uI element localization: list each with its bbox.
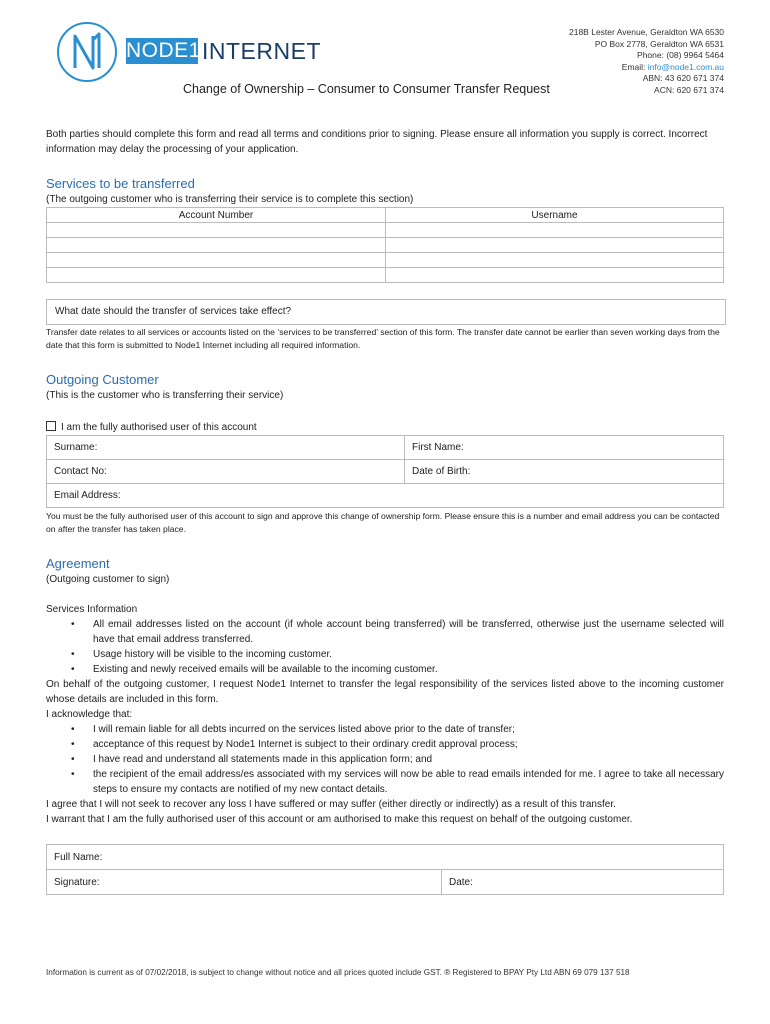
- acn: ACN: 620 671 374: [654, 84, 724, 95]
- node1-logo-icon: [55, 20, 119, 84]
- agreement-subheading: (Outgoing customer to sign): [46, 574, 170, 585]
- services-table: [46, 207, 724, 283]
- authorised-checkbox-row[interactable]: [46, 421, 257, 435]
- services-heading: Services to be transferred: [46, 176, 195, 191]
- services-info-label: Services Information: [46, 604, 138, 615]
- surname-field[interactable]: [46, 435, 405, 460]
- address-line: PO Box 2778, Geraldton WA 6531: [594, 38, 724, 49]
- list-item: • I have read and understand all statements made in this application form; and: [71, 754, 433, 765]
- username-cell[interactable]: [386, 223, 724, 238]
- transfer-date-question: What date should the transfer of services take effect?: [55, 306, 292, 317]
- transfer-date-note: Transfer date relates to all services or accounts listed on the ‘services to be transferred’ section of this form. The transfer date cannot be earlier than seven working days from the date that this form is submitted to Node1 Internet including all required information.: [46, 327, 720, 350]
- agreement-body: [46, 602, 724, 827]
- email-address-label: Email Address:: [54, 490, 121, 501]
- account-number-cell[interactable]: [47, 238, 386, 253]
- services-subheading: (The outgoing customer who is transferring their service is to complete this section): [46, 194, 414, 205]
- company-address: [569, 27, 724, 96]
- list-item: • acceptance of this request by Node1 Internet is subject to their ordinary credit approval process;: [71, 739, 518, 750]
- signature-field[interactable]: [46, 869, 442, 895]
- transfer-date-field[interactable]: [46, 299, 726, 325]
- address-line: 218B Lester Avenue, Geraldton WA 6530: [569, 27, 724, 37]
- footer-note: Information is current as of 07/02/2018, is subject to change without notice and all prices quoted include GST. ® Registered to BPAY Pty Ltd ABN 69 079 137 518: [46, 968, 630, 977]
- full-name-field[interactable]: [46, 844, 724, 870]
- authorised-checkbox-label: I am the fully authorised user of this account: [61, 422, 257, 433]
- surname-label: Surname:: [54, 442, 98, 453]
- email-line: [569, 62, 724, 74]
- address-line: Phone: (08) 9964 5464: [637, 50, 724, 60]
- services-info-list: [46, 617, 724, 677]
- col-account-number: Account Number: [47, 208, 386, 223]
- abn: ABN: 43 620 671 374: [642, 73, 724, 83]
- first-name-field[interactable]: [404, 435, 724, 460]
- date-field[interactable]: [441, 869, 724, 895]
- authorised-checkbox[interactable]: [46, 421, 56, 431]
- first-name-label: First Name:: [412, 442, 464, 453]
- list-item: • I will remain liable for all debts incurred on the services listed above prior to the date of transfer;: [71, 724, 515, 735]
- account-number-cell[interactable]: [47, 223, 386, 238]
- email-address-field[interactable]: [46, 483, 724, 508]
- email-label: Email:: [621, 61, 648, 72]
- list-item: • Usage history will be visible to the incoming customer.: [71, 649, 332, 660]
- list-item: • the recipient of the email address/es associated with my services will now be able to read emails intended for me. I agree to take all necessary steps to ensure my contacts are notified of my new contact details.: [71, 769, 724, 795]
- form-title: Change of Ownership – Consumer to Consumer Transfer Request: [183, 82, 550, 96]
- agreement-heading: Agreement: [46, 556, 110, 571]
- contact-no-field[interactable]: [46, 459, 405, 484]
- list-item: • Existing and newly received emails will be available to the incoming customer.: [71, 664, 438, 675]
- username-cell[interactable]: [386, 268, 724, 283]
- intro-text: Both parties should complete this form and read all terms and conditions prior to signing. Please ensure all information you supply is correct. Incorrect information may delay the processing of your application.: [46, 129, 708, 155]
- col-username: Username: [386, 208, 724, 223]
- brand-name-box: NODE1: [126, 39, 201, 62]
- username-cell[interactable]: [386, 238, 724, 253]
- username-cell[interactable]: [386, 253, 724, 268]
- outgoing-heading: Outgoing Customer: [46, 372, 159, 387]
- list-item: • All email addresses listed on the account (if whole account being transferred) will be transferred, otherwise just the username selected will have that email address transferred.: [71, 619, 724, 645]
- account-number-cell[interactable]: [47, 253, 386, 268]
- account-number-cell[interactable]: [47, 268, 386, 283]
- brand-name-rest: INTERNET: [202, 38, 321, 64]
- acknowledge-list: [46, 722, 724, 797]
- dob-field[interactable]: [404, 459, 724, 484]
- signature-label: Signature:: [54, 877, 100, 888]
- warrant-text: I warrant that I am the fully authorised user of this account or am authorised to make this request on behalf of the outgoing customer.: [46, 814, 633, 825]
- agree-text: I agree that I will not seek to recover any loss I have suffered or may suffer (either directly or indirectly) as a result of this transfer.: [46, 799, 616, 810]
- email-link[interactable]: info@node1.com.au: [647, 61, 724, 72]
- date-label: Date:: [449, 877, 473, 888]
- on-behalf-text: On behalf of the outgoing customer, I request Node1 Internet to transfer the legal responsibility of the services listed above to the incoming customer whose details are included in this form.: [46, 679, 724, 705]
- outgoing-subheading: (This is the customer who is transferring their service): [46, 390, 284, 401]
- full-name-label: Full Name:: [54, 852, 103, 863]
- dob-label: Date of Birth:: [412, 466, 471, 477]
- outgoing-note: You must be the fully authorised user of this account to sign and approve this change of ownership form. Please ensure this is a number and email address you can be contacted on after the transfer has taken place.: [46, 511, 720, 534]
- contact-no-label: Contact No:: [54, 466, 107, 477]
- acknowledge-label: I acknowledge that:: [46, 709, 133, 720]
